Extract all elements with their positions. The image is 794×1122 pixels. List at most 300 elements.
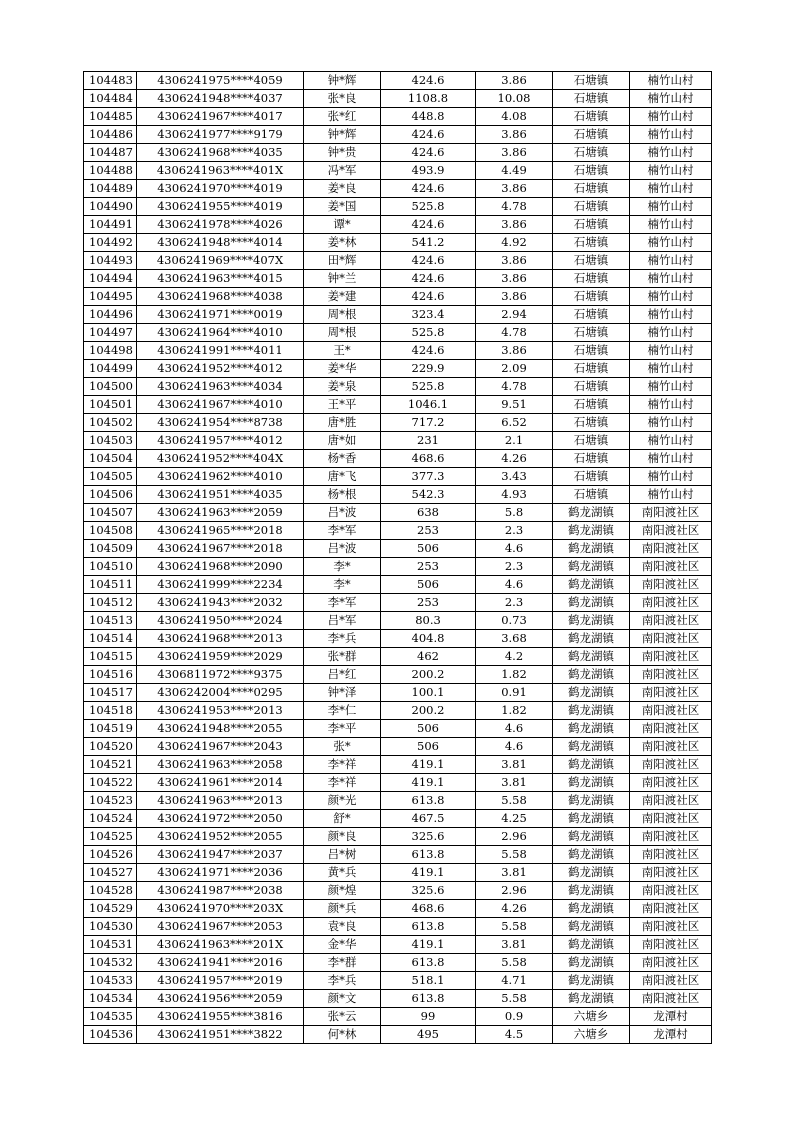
- town-cell: 鹤龙湖镇: [553, 612, 630, 630]
- name-cell: 钟*兰: [304, 270, 381, 288]
- id-number-cell: 4306241967****2043: [137, 738, 304, 756]
- table-row: [84, 90, 712, 108]
- area-cell: 2.96: [476, 882, 553, 900]
- name-cell: 颜*文: [304, 990, 381, 1008]
- town-cell: 石塘镇: [553, 198, 630, 216]
- amount-cell: 613.8: [381, 918, 476, 936]
- name-cell: 钟*辉: [304, 72, 381, 90]
- village-cell: 南阳渡社区: [630, 594, 712, 612]
- name-cell: 张*红: [304, 108, 381, 126]
- serial-number-cell: 104492: [84, 234, 137, 252]
- name-cell: 张*云: [304, 1008, 381, 1026]
- serial-number-cell: 104525: [84, 828, 137, 846]
- town-cell: 鹤龙湖镇: [553, 648, 630, 666]
- area-cell: 4.25: [476, 810, 553, 828]
- village-cell: 楠竹山村: [630, 378, 712, 396]
- id-number-cell: 4306241952****4012: [137, 360, 304, 378]
- id-number-cell: 4306241991****4011: [137, 342, 304, 360]
- town-cell: 鹤龙湖镇: [553, 936, 630, 954]
- id-number-cell: 4306241963****4015: [137, 270, 304, 288]
- name-cell: 唐*飞: [304, 468, 381, 486]
- village-cell: 龙潭村: [630, 1026, 712, 1044]
- serial-number-cell: 104516: [84, 666, 137, 684]
- town-cell: 鹤龙湖镇: [553, 954, 630, 972]
- area-cell: 2.94: [476, 306, 553, 324]
- name-cell: 姜*华: [304, 360, 381, 378]
- town-cell: 石塘镇: [553, 324, 630, 342]
- town-cell: 鹤龙湖镇: [553, 504, 630, 522]
- village-cell: 南阳渡社区: [630, 756, 712, 774]
- village-cell: 南阳渡社区: [630, 846, 712, 864]
- id-number-cell: 4306241967****2053: [137, 918, 304, 936]
- area-cell: 2.1: [476, 432, 553, 450]
- town-cell: 石塘镇: [553, 90, 630, 108]
- village-cell: 楠竹山村: [630, 108, 712, 126]
- amount-cell: 717.2: [381, 414, 476, 432]
- id-number-cell: 4306241963****401X: [137, 162, 304, 180]
- name-cell: 黄*兵: [304, 864, 381, 882]
- town-cell: 鹤龙湖镇: [553, 540, 630, 558]
- town-cell: 石塘镇: [553, 414, 630, 432]
- village-cell: 楠竹山村: [630, 144, 712, 162]
- village-cell: 南阳渡社区: [630, 504, 712, 522]
- area-cell: 4.6: [476, 720, 553, 738]
- area-cell: 3.86: [476, 72, 553, 90]
- serial-number-cell: 104533: [84, 972, 137, 990]
- name-cell: 李*军: [304, 594, 381, 612]
- area-cell: 3.81: [476, 864, 553, 882]
- amount-cell: 253: [381, 594, 476, 612]
- serial-number-cell: 104506: [84, 486, 137, 504]
- id-number-cell: 4306241963****201X: [137, 936, 304, 954]
- amount-cell: 468.6: [381, 900, 476, 918]
- id-number-cell: 4306241967****4010: [137, 396, 304, 414]
- serial-number-cell: 104501: [84, 396, 137, 414]
- serial-number-cell: 104495: [84, 288, 137, 306]
- table-row: [84, 558, 712, 576]
- area-cell: 0.73: [476, 612, 553, 630]
- town-cell: 鹤龙湖镇: [553, 756, 630, 774]
- area-cell: 3.68: [476, 630, 553, 648]
- id-number-cell: 4306241950****2024: [137, 612, 304, 630]
- serial-number-cell: 104523: [84, 792, 137, 810]
- table-row: [84, 720, 712, 738]
- serial-number-cell: 104484: [84, 90, 137, 108]
- village-cell: 南阳渡社区: [630, 702, 712, 720]
- amount-cell: 493.9: [381, 162, 476, 180]
- amount-cell: 323.4: [381, 306, 476, 324]
- id-number-cell: 4306241943****2032: [137, 594, 304, 612]
- town-cell: 鹤龙湖镇: [553, 702, 630, 720]
- table-row: [84, 1008, 712, 1026]
- id-number-cell: 4306241968****4035: [137, 144, 304, 162]
- serial-number-cell: 104496: [84, 306, 137, 324]
- amount-cell: 200.2: [381, 702, 476, 720]
- amount-cell: 231: [381, 432, 476, 450]
- id-number-cell: 4306241961****2014: [137, 774, 304, 792]
- id-number-cell: 4306241971****2036: [137, 864, 304, 882]
- table-row: [84, 288, 712, 306]
- serial-number-cell: 104491: [84, 216, 137, 234]
- amount-cell: 525.8: [381, 324, 476, 342]
- village-cell: 楠竹山村: [630, 90, 712, 108]
- table-row: [84, 774, 712, 792]
- serial-number-cell: 104527: [84, 864, 137, 882]
- village-cell: 南阳渡社区: [630, 918, 712, 936]
- serial-number-cell: 104489: [84, 180, 137, 198]
- town-cell: 鹤龙湖镇: [553, 990, 630, 1008]
- village-cell: 南阳渡社区: [630, 810, 712, 828]
- table-row: [84, 666, 712, 684]
- town-cell: 石塘镇: [553, 342, 630, 360]
- table-row: [84, 270, 712, 288]
- table-row: [84, 684, 712, 702]
- village-cell: 楠竹山村: [630, 198, 712, 216]
- id-number-cell: 4306241999****2234: [137, 576, 304, 594]
- amount-cell: 613.8: [381, 846, 476, 864]
- village-cell: 楠竹山村: [630, 306, 712, 324]
- area-cell: 5.58: [476, 954, 553, 972]
- area-cell: 9.51: [476, 396, 553, 414]
- table-row: [84, 486, 712, 504]
- serial-number-cell: 104487: [84, 144, 137, 162]
- amount-cell: 100.1: [381, 684, 476, 702]
- serial-number-cell: 104499: [84, 360, 137, 378]
- id-number-cell: 4306242004****0295: [137, 684, 304, 702]
- table-row: [84, 756, 712, 774]
- table-row: [84, 882, 712, 900]
- amount-cell: 419.1: [381, 774, 476, 792]
- town-cell: 鹤龙湖镇: [553, 972, 630, 990]
- name-cell: 李*祥: [304, 774, 381, 792]
- id-number-cell: 4306241952****404X: [137, 450, 304, 468]
- amount-cell: 525.8: [381, 378, 476, 396]
- name-cell: 张*良: [304, 90, 381, 108]
- village-cell: 南阳渡社区: [630, 540, 712, 558]
- village-cell: 楠竹山村: [630, 324, 712, 342]
- village-cell: 楠竹山村: [630, 288, 712, 306]
- village-cell: 楠竹山村: [630, 450, 712, 468]
- serial-number-cell: 104522: [84, 774, 137, 792]
- amount-cell: 424.6: [381, 72, 476, 90]
- amount-cell: 613.8: [381, 954, 476, 972]
- amount-cell: 99: [381, 1008, 476, 1026]
- town-cell: 鹤龙湖镇: [553, 666, 630, 684]
- village-cell: 南阳渡社区: [630, 558, 712, 576]
- village-cell: 楠竹山村: [630, 414, 712, 432]
- id-number-cell: 4306241951****3822: [137, 1026, 304, 1044]
- id-number-cell: 4306241963****4034: [137, 378, 304, 396]
- area-cell: 4.5: [476, 1026, 553, 1044]
- table-row: [84, 198, 712, 216]
- serial-number-cell: 104502: [84, 414, 137, 432]
- town-cell: 鹤龙湖镇: [553, 576, 630, 594]
- area-cell: 3.86: [476, 180, 553, 198]
- id-number-cell: 4306241969****407X: [137, 252, 304, 270]
- table-row: [84, 864, 712, 882]
- area-cell: 3.86: [476, 252, 553, 270]
- town-cell: 石塘镇: [553, 306, 630, 324]
- town-cell: 六塘乡: [553, 1008, 630, 1026]
- village-cell: 南阳渡社区: [630, 990, 712, 1008]
- name-cell: 舒*: [304, 810, 381, 828]
- village-cell: 楠竹山村: [630, 72, 712, 90]
- amount-cell: 467.5: [381, 810, 476, 828]
- town-cell: 石塘镇: [553, 144, 630, 162]
- amount-cell: 424.6: [381, 252, 476, 270]
- name-cell: 李*: [304, 576, 381, 594]
- id-number-cell: 4306241975****4059: [137, 72, 304, 90]
- name-cell: 李*: [304, 558, 381, 576]
- amount-cell: 613.8: [381, 792, 476, 810]
- amount-cell: 506: [381, 576, 476, 594]
- id-number-cell: 4306241963****2058: [137, 756, 304, 774]
- name-cell: 吕*军: [304, 612, 381, 630]
- area-cell: 4.49: [476, 162, 553, 180]
- town-cell: 鹤龙湖镇: [553, 918, 630, 936]
- table-row: [84, 738, 712, 756]
- village-cell: 南阳渡社区: [630, 954, 712, 972]
- town-cell: 六塘乡: [553, 1026, 630, 1044]
- amount-cell: 613.8: [381, 990, 476, 1008]
- town-cell: 石塘镇: [553, 180, 630, 198]
- amount-cell: 424.6: [381, 288, 476, 306]
- serial-number-cell: 104521: [84, 756, 137, 774]
- serial-number-cell: 104507: [84, 504, 137, 522]
- table-row: [84, 396, 712, 414]
- village-cell: 南阳渡社区: [630, 666, 712, 684]
- name-cell: 李*群: [304, 954, 381, 972]
- id-number-cell: 4306241953****2013: [137, 702, 304, 720]
- town-cell: 鹤龙湖镇: [553, 828, 630, 846]
- table-row: [84, 612, 712, 630]
- town-cell: 石塘镇: [553, 126, 630, 144]
- id-number-cell: 4306241941****2016: [137, 954, 304, 972]
- amount-cell: 325.6: [381, 882, 476, 900]
- table-row: [84, 414, 712, 432]
- serial-number-cell: 104503: [84, 432, 137, 450]
- area-cell: 4.6: [476, 576, 553, 594]
- serial-number-cell: 104518: [84, 702, 137, 720]
- town-cell: 石塘镇: [553, 216, 630, 234]
- id-number-cell: 4306241956****2059: [137, 990, 304, 1008]
- name-cell: 李*仁: [304, 702, 381, 720]
- amount-cell: 462: [381, 648, 476, 666]
- id-number-cell: 4306241968****2013: [137, 630, 304, 648]
- serial-number-cell: 104528: [84, 882, 137, 900]
- area-cell: 0.9: [476, 1008, 553, 1026]
- table-row: [84, 954, 712, 972]
- id-number-cell: 4306241977****9179: [137, 126, 304, 144]
- town-cell: 鹤龙湖镇: [553, 522, 630, 540]
- village-cell: 南阳渡社区: [630, 630, 712, 648]
- amount-cell: 419.1: [381, 756, 476, 774]
- town-cell: 鹤龙湖镇: [553, 792, 630, 810]
- name-cell: 杨*根: [304, 486, 381, 504]
- serial-number-cell: 104526: [84, 846, 137, 864]
- id-number-cell: 4306241967****2018: [137, 540, 304, 558]
- name-cell: 姜*良: [304, 180, 381, 198]
- area-cell: 4.26: [476, 450, 553, 468]
- town-cell: 石塘镇: [553, 288, 630, 306]
- table-row: [84, 252, 712, 270]
- area-cell: 0.91: [476, 684, 553, 702]
- amount-cell: 468.6: [381, 450, 476, 468]
- serial-number-cell: 104520: [84, 738, 137, 756]
- serial-number-cell: 104529: [84, 900, 137, 918]
- name-cell: 周*根: [304, 324, 381, 342]
- serial-number-cell: 104490: [84, 198, 137, 216]
- area-cell: 4.93: [476, 486, 553, 504]
- village-cell: 楠竹山村: [630, 252, 712, 270]
- name-cell: 颜*光: [304, 792, 381, 810]
- name-cell: 金*华: [304, 936, 381, 954]
- serial-number-cell: 104497: [84, 324, 137, 342]
- table-row: [84, 126, 712, 144]
- name-cell: 李*兵: [304, 630, 381, 648]
- town-cell: 鹤龙湖镇: [553, 594, 630, 612]
- id-number-cell: 4306241952****2055: [137, 828, 304, 846]
- id-number-cell: 4306241947****2037: [137, 846, 304, 864]
- village-cell: 南阳渡社区: [630, 972, 712, 990]
- table-row: [84, 648, 712, 666]
- table-row: [84, 1026, 712, 1044]
- id-number-cell: 4306241972****2050: [137, 810, 304, 828]
- serial-number-cell: 104494: [84, 270, 137, 288]
- area-cell: 3.86: [476, 144, 553, 162]
- village-cell: 楠竹山村: [630, 270, 712, 288]
- name-cell: 姜*国: [304, 198, 381, 216]
- table-row: [84, 810, 712, 828]
- table-row: [84, 990, 712, 1008]
- town-cell: 鹤龙湖镇: [553, 810, 630, 828]
- table-row: [84, 342, 712, 360]
- table-row: [84, 108, 712, 126]
- id-number-cell: 4306241957****4012: [137, 432, 304, 450]
- village-cell: 楠竹山村: [630, 396, 712, 414]
- table-row: [84, 180, 712, 198]
- name-cell: 周*根: [304, 306, 381, 324]
- serial-number-cell: 104511: [84, 576, 137, 594]
- town-cell: 石塘镇: [553, 432, 630, 450]
- amount-cell: 424.6: [381, 126, 476, 144]
- area-cell: 6.52: [476, 414, 553, 432]
- town-cell: 鹤龙湖镇: [553, 720, 630, 738]
- village-cell: 楠竹山村: [630, 468, 712, 486]
- table-row: [84, 360, 712, 378]
- village-cell: 楠竹山村: [630, 216, 712, 234]
- area-cell: 1.82: [476, 666, 553, 684]
- amount-cell: 377.3: [381, 468, 476, 486]
- name-cell: 姜*泉: [304, 378, 381, 396]
- serial-number-cell: 104485: [84, 108, 137, 126]
- town-cell: 鹤龙湖镇: [553, 630, 630, 648]
- serial-number-cell: 104532: [84, 954, 137, 972]
- name-cell: 唐*胜: [304, 414, 381, 432]
- village-cell: 南阳渡社区: [630, 900, 712, 918]
- table-row: [84, 702, 712, 720]
- village-cell: 南阳渡社区: [630, 522, 712, 540]
- town-cell: 石塘镇: [553, 468, 630, 486]
- table-row: [84, 450, 712, 468]
- serial-number-cell: 104515: [84, 648, 137, 666]
- name-cell: 李*兵: [304, 972, 381, 990]
- name-cell: 钟*辉: [304, 126, 381, 144]
- name-cell: 冯*军: [304, 162, 381, 180]
- table-row: [84, 918, 712, 936]
- area-cell: 1.82: [476, 702, 553, 720]
- id-number-cell: 4306241954****8738: [137, 414, 304, 432]
- name-cell: 颜*良: [304, 828, 381, 846]
- town-cell: 石塘镇: [553, 108, 630, 126]
- area-cell: 4.78: [476, 378, 553, 396]
- village-cell: 南阳渡社区: [630, 828, 712, 846]
- table-row: [84, 504, 712, 522]
- name-cell: 李*平: [304, 720, 381, 738]
- town-cell: 鹤龙湖镇: [553, 882, 630, 900]
- id-number-cell: 4306241971****0019: [137, 306, 304, 324]
- area-cell: 2.3: [476, 558, 553, 576]
- table-row: [84, 792, 712, 810]
- amount-cell: 253: [381, 558, 476, 576]
- table-row: [84, 324, 712, 342]
- name-cell: 姜*林: [304, 234, 381, 252]
- serial-number-cell: 104514: [84, 630, 137, 648]
- name-cell: 吕*波: [304, 504, 381, 522]
- town-cell: 鹤龙湖镇: [553, 684, 630, 702]
- serial-number-cell: 104517: [84, 684, 137, 702]
- amount-cell: 325.6: [381, 828, 476, 846]
- area-cell: 4.78: [476, 324, 553, 342]
- amount-cell: 80.3: [381, 612, 476, 630]
- serial-number-cell: 104486: [84, 126, 137, 144]
- area-cell: 4.2: [476, 648, 553, 666]
- table-row: [84, 144, 712, 162]
- name-cell: 吕*树: [304, 846, 381, 864]
- table-row: [84, 846, 712, 864]
- village-cell: 南阳渡社区: [630, 648, 712, 666]
- village-cell: 楠竹山村: [630, 162, 712, 180]
- area-cell: 3.86: [476, 126, 553, 144]
- amount-cell: 424.6: [381, 216, 476, 234]
- town-cell: 鹤龙湖镇: [553, 558, 630, 576]
- table-row: [84, 72, 712, 90]
- village-cell: 南阳渡社区: [630, 576, 712, 594]
- amount-cell: 419.1: [381, 936, 476, 954]
- id-number-cell: 4306241963****2059: [137, 504, 304, 522]
- amount-cell: 424.6: [381, 144, 476, 162]
- serial-number-cell: 104536: [84, 1026, 137, 1044]
- area-cell: 5.8: [476, 504, 553, 522]
- subsidy-table-page: [83, 71, 712, 1044]
- id-number-cell: 4306241970****203X: [137, 900, 304, 918]
- town-cell: 鹤龙湖镇: [553, 900, 630, 918]
- area-cell: 3.81: [476, 774, 553, 792]
- amount-cell: 542.3: [381, 486, 476, 504]
- id-number-cell: 4306241948****4037: [137, 90, 304, 108]
- amount-cell: 424.6: [381, 270, 476, 288]
- name-cell: 唐*如: [304, 432, 381, 450]
- village-cell: 南阳渡社区: [630, 864, 712, 882]
- town-cell: 鹤龙湖镇: [553, 864, 630, 882]
- id-number-cell: 4306241987****2038: [137, 882, 304, 900]
- village-cell: 楠竹山村: [630, 234, 712, 252]
- town-cell: 石塘镇: [553, 360, 630, 378]
- amount-cell: 229.9: [381, 360, 476, 378]
- name-cell: 杨*香: [304, 450, 381, 468]
- village-cell: 南阳渡社区: [630, 774, 712, 792]
- area-cell: 5.58: [476, 792, 553, 810]
